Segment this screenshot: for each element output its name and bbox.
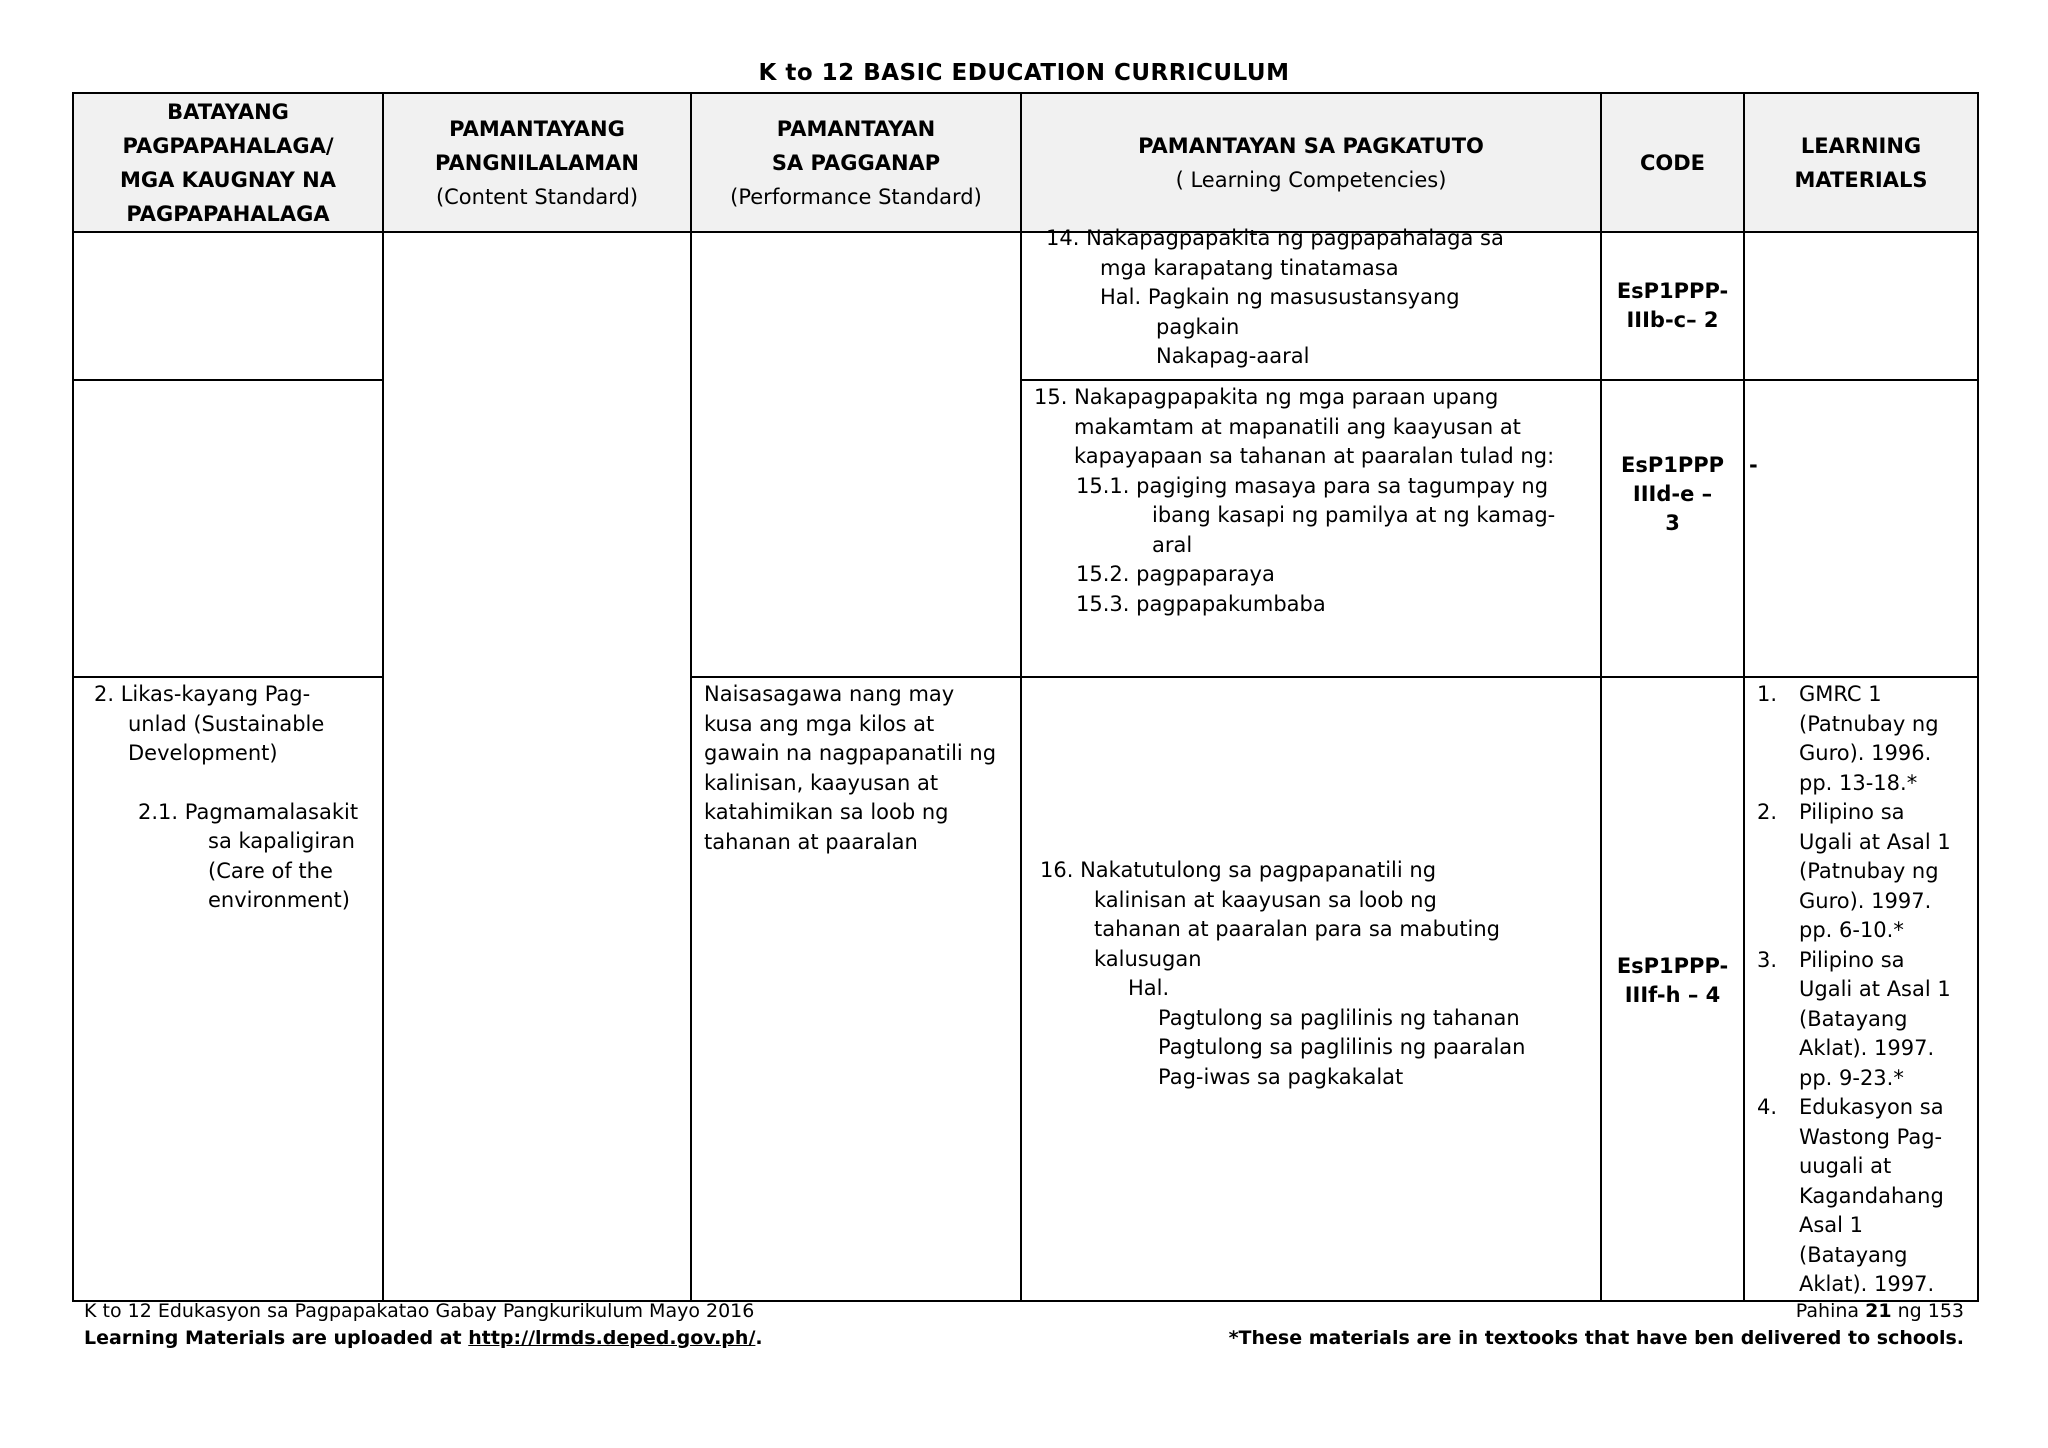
code-cell bbox=[1601, 677, 1744, 1301]
competency-text: pagkain bbox=[1156, 314, 1240, 339]
core-value-text: (Care of the bbox=[208, 858, 333, 883]
materials-text: Kagandahang bbox=[1799, 1183, 1944, 1208]
competency-text: Pag-iwas sa pagkakalat bbox=[1158, 1064, 1404, 1089]
performance-standard-cell bbox=[691, 677, 1021, 1301]
header-text: SA PAGGANAP bbox=[771, 150, 941, 175]
header-core-values bbox=[73, 93, 383, 232]
competency-cell bbox=[1021, 380, 1601, 677]
competency-text: kalinisan at kaayusan sa loob ng bbox=[1094, 887, 1437, 912]
page-title: K to 12 BASIC EDUCATION CURRICULUM bbox=[758, 60, 1290, 86]
competency-text: makamtam at mapanatili ang kaayusan at bbox=[1074, 414, 1521, 439]
header-text: PAGPAPAHALAGA bbox=[126, 201, 330, 226]
core-value-text: environment) bbox=[208, 888, 350, 912]
materials-cell bbox=[1744, 232, 1978, 380]
page-number bbox=[1229, 1298, 1964, 1325]
header-text: PANGNILALAMAN bbox=[435, 150, 639, 175]
competency-text: Pagtulong sa paglilinis ng tahanan bbox=[1158, 1005, 1520, 1030]
core-value-text: 2. Likas-kayang Pag- bbox=[94, 682, 311, 706]
materials-text: Pilipino sa bbox=[1799, 800, 1905, 824]
materials-text: (Patnubay ng bbox=[1799, 711, 1939, 736]
materials-text: Ugali at Asal 1 bbox=[1799, 977, 1951, 1001]
competency-text: kapayapaan sa tahanan at paaralan tulad ng: bbox=[1074, 444, 1555, 468]
code-text: 3 bbox=[1665, 511, 1680, 535]
header-text: PAMANTAYANG bbox=[449, 116, 625, 141]
competency-cell bbox=[1021, 677, 1601, 1301]
competency-text: aral bbox=[1152, 532, 1193, 557]
header-content-standard bbox=[383, 93, 691, 232]
content-standard-cell bbox=[383, 232, 691, 1301]
code-text: EsP1PPP- bbox=[1616, 954, 1729, 978]
core-value-cell bbox=[73, 380, 383, 677]
table-row bbox=[73, 677, 1978, 1301]
materials-text: pp. 9-23.* bbox=[1799, 1065, 1904, 1090]
competency-text: 15.2. pagpaparaya bbox=[1076, 562, 1275, 586]
curriculum-table bbox=[72, 92, 1979, 1302]
header-performance-standard bbox=[691, 93, 1021, 232]
performance-standard-cell bbox=[691, 232, 1021, 677]
footer-guide-title: K to 12 Edukasyon sa Pagpapakatao Gabay Pangkurikulum Mayo 2016 bbox=[84, 1300, 755, 1322]
header-text: LEARNING bbox=[1800, 133, 1922, 158]
page-current: 21 bbox=[1865, 1300, 1892, 1322]
header-text: BATAYANG bbox=[167, 99, 289, 124]
header-subtext: (Performance Standard) bbox=[730, 184, 982, 209]
materials-text: (Batayang bbox=[1799, 1242, 1908, 1267]
competency-text: Hal. bbox=[1128, 976, 1170, 1000]
materials-text: pp. 13-18.* bbox=[1799, 770, 1918, 795]
code-cell bbox=[1601, 232, 1744, 380]
competency-cell bbox=[1021, 226, 1601, 380]
footer-upload-text: Learning Materials are uploaded at bbox=[84, 1327, 469, 1349]
competency-text: mga karapatang tinatamasa bbox=[1100, 255, 1399, 280]
materials-text: (Batayang bbox=[1799, 1006, 1908, 1031]
materials-text: pp. 6-10.* bbox=[1799, 918, 1904, 942]
performance-text: kalinisan, kaayusan at bbox=[704, 770, 939, 795]
header-learning-competencies bbox=[1021, 93, 1601, 232]
page-total: ng 153 bbox=[1891, 1300, 1964, 1322]
materials-text: Asal 1 bbox=[1799, 1213, 1864, 1237]
performance-text: kusa ang mga kilos at bbox=[704, 711, 935, 736]
materials-text: Edukasyon sa bbox=[1799, 1095, 1944, 1119]
header-text: PAMANTAYAN bbox=[776, 116, 936, 141]
competency-text: 14. Nakapagpapakita ng pagpapahalaga sa bbox=[1046, 226, 1504, 250]
header-subtext: (Content Standard) bbox=[435, 184, 639, 209]
core-value-text: Development) bbox=[128, 741, 278, 765]
competency-text: 15.1. pagiging masaya para sa tagumpay ng bbox=[1076, 473, 1549, 498]
core-value-cell bbox=[73, 232, 383, 380]
materials-list-item bbox=[1757, 798, 1977, 946]
competency-text: 15. Nakapagpapakita ng mga paraan upang bbox=[1034, 385, 1499, 409]
header-code bbox=[1601, 93, 1744, 232]
performance-text: gawain na nagpapanatili ng bbox=[704, 741, 997, 765]
core-value-text: unlad (Sustainable bbox=[128, 711, 325, 736]
competency-text: kalusugan bbox=[1094, 946, 1202, 971]
competency-text: Pagtulong sa paglilinis ng paaralan bbox=[1158, 1035, 1526, 1059]
header-text: PAMANTAYAN SA PAGKATUTO bbox=[1138, 133, 1484, 158]
core-value-text: 2.1. Pagmamalasakit bbox=[138, 799, 359, 824]
materials-text: uugali at bbox=[1799, 1154, 1892, 1178]
performance-text: tahanan at paaralan bbox=[704, 829, 918, 854]
footer-left bbox=[84, 1298, 763, 1352]
core-value-cell bbox=[73, 677, 383, 1301]
list-number: 2. bbox=[1757, 800, 1778, 824]
materials-list-item bbox=[1757, 946, 1977, 1094]
table-row bbox=[73, 232, 1978, 380]
materials-text: Wastong Pag- bbox=[1799, 1124, 1943, 1149]
materials-text: (Patnubay ng bbox=[1799, 859, 1939, 883]
list-number: 4. bbox=[1757, 1095, 1778, 1119]
header-text: PAGPAPAHALAGA/ bbox=[122, 133, 334, 158]
competency-text: Nakapag-aaral bbox=[1156, 344, 1310, 368]
core-value-text: sa kapaligiran bbox=[208, 829, 355, 853]
header-text: MGA KAUGNAY NA bbox=[119, 167, 337, 192]
code-text: IIIb-c– 2 bbox=[1626, 308, 1719, 332]
materials-text: Aklat). 1997. bbox=[1799, 1272, 1935, 1296]
materials-text: Ugali at Asal 1 bbox=[1799, 829, 1951, 854]
header-subtext: ( Learning Competencies) bbox=[1175, 167, 1447, 192]
header-text: CODE bbox=[1639, 150, 1706, 175]
materials-text: Pilipino sa bbox=[1799, 947, 1905, 972]
materials-cell bbox=[1744, 677, 1978, 1301]
materials-cell bbox=[1744, 380, 1978, 677]
list-number: 1. bbox=[1757, 682, 1778, 706]
materials-text: Aklat). 1997. bbox=[1799, 1036, 1935, 1060]
competency-text: 16. Nakatutulong sa pagpapanatili ng bbox=[1040, 858, 1437, 882]
footer-upload-suffix: . bbox=[755, 1327, 763, 1349]
code-text: EsP1PPP bbox=[1620, 453, 1725, 477]
competency-text: tahanan at paaralan para sa mabuting bbox=[1094, 917, 1501, 941]
competency-text: ibang kasapi ng pamilya at ng kamag- bbox=[1152, 503, 1556, 527]
header-learning-materials bbox=[1744, 93, 1978, 232]
materials-list-item bbox=[1757, 1093, 1977, 1300]
table-row bbox=[73, 380, 1978, 677]
code-text: IIId-e – bbox=[1632, 482, 1713, 506]
materials-text: - bbox=[1749, 453, 1758, 477]
page-prefix: Pahina bbox=[1795, 1300, 1866, 1322]
code-cell bbox=[1601, 380, 1744, 677]
footer-upload-note bbox=[84, 1325, 763, 1352]
materials-list-item bbox=[1757, 680, 1977, 798]
materials-text: Guro). 1996. bbox=[1799, 741, 1932, 765]
footer-right bbox=[1229, 1298, 1964, 1352]
performance-text: Naisasagawa nang may bbox=[704, 682, 955, 706]
performance-text: katahimikan sa loob ng bbox=[704, 800, 949, 824]
footer-textbook-note: *These materials are in textooks that have ben delivered to schools. bbox=[1228, 1327, 1964, 1349]
lrmds-link[interactable]: http://lrmds.deped.gov.ph/ bbox=[468, 1327, 756, 1349]
competency-text: Hal. Pagkain ng masusustansyang bbox=[1100, 285, 1460, 309]
competency-text: 15.3. pagpapakumbaba bbox=[1076, 591, 1326, 616]
code-text: IIIf-h – 4 bbox=[1624, 983, 1721, 1007]
header-text: MATERIALS bbox=[1794, 167, 1928, 192]
list-number: 3. bbox=[1757, 947, 1778, 972]
materials-text: GMRC 1 bbox=[1799, 682, 1882, 706]
materials-text: Guro). 1997. bbox=[1799, 888, 1932, 913]
code-text: EsP1PPP- bbox=[1616, 279, 1729, 303]
table-header-row bbox=[73, 93, 1978, 232]
